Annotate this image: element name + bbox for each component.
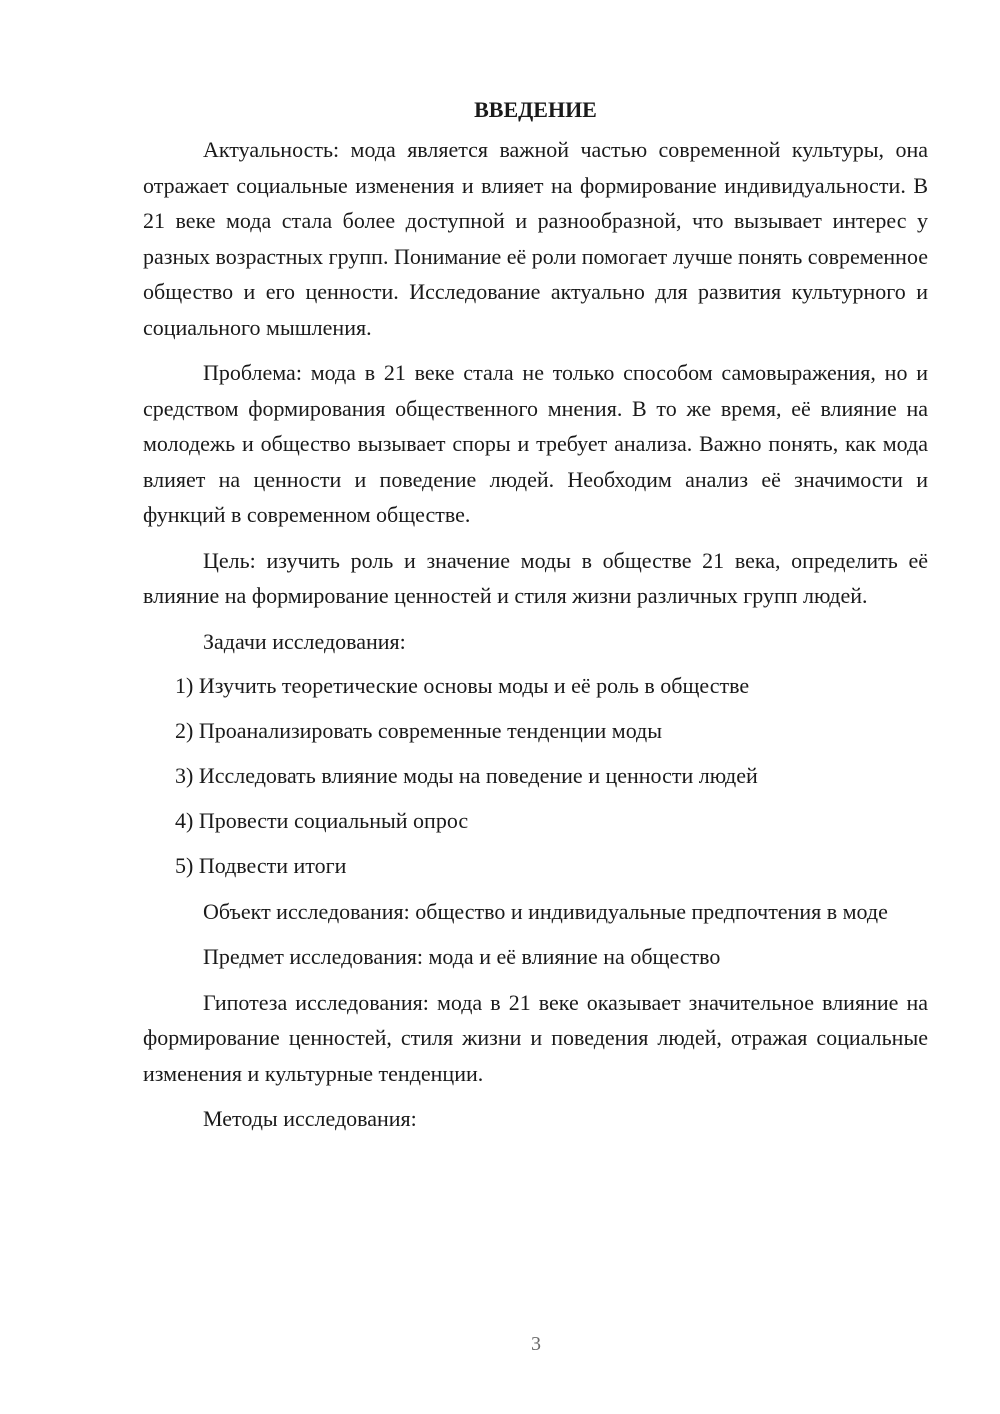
object-paragraph: Объект исследования: общество и индивидуальные предпочтения в моде — [203, 898, 888, 924]
problem-paragraph: Проблема: мода в 21 веке стала не только способом самовыражения, но и средством формирования общественного мнения. В то же время, её влияние на молодежь и общество вызывает споры и требует анализа. Важно понять, как мода влияет на ценности и поведение людей. Необходим анализ её значимости и функций в современном обществе. — [143, 360, 928, 527]
task-item: 4) Провести социальный опрос — [175, 808, 469, 833]
task-item: 1) Изучить теоретические основы моды и её роль в обществе — [175, 673, 750, 698]
section-title: ВВЕДЕНИЕ — [474, 97, 597, 122]
task-item: 2) Проанализировать современные тенденции моды — [175, 718, 663, 743]
subject-paragraph: Предмет исследования: мода и её влияние на общество — [203, 944, 721, 969]
page-content — [143, 92, 928, 1147]
methods-heading: Методы исследования: — [203, 1106, 417, 1131]
tasks-heading: Задачи исследования: — [203, 628, 406, 654]
task-item: 3) Исследовать влияние моды на поведение и ценности людей — [175, 763, 758, 788]
goal-paragraph: Цель: изучить роль и значение моды в обществе 21 века, определить её влияние на формирование ценностей и стиля жизни различных групп людей. — [143, 547, 928, 608]
tasks-list — [143, 668, 928, 884]
relevance-paragraph: Актуальность: мода является важной частью современной культуры, она отражает социальные изменения и влияет на формирование индивидуальности. В 21 веке мода стала более доступной и разнообразной, что вызывает интерес у разных возрастных групп. Понимание её роли помогает лучше понять современное общество и его ценности. Исследование актуально для развития культурного и социального мышления. — [143, 137, 928, 340]
page-number: 3 — [531, 1333, 541, 1355]
hypothesis-paragraph: Гипотеза исследования: мода в 21 веке оказывает значительное влияние на формирование ценностей, стиля жизни и поведения людей, отражая социальные изменения и культурные тенденции. — [143, 989, 928, 1086]
task-item: 5) Подвести итоги — [175, 853, 347, 878]
